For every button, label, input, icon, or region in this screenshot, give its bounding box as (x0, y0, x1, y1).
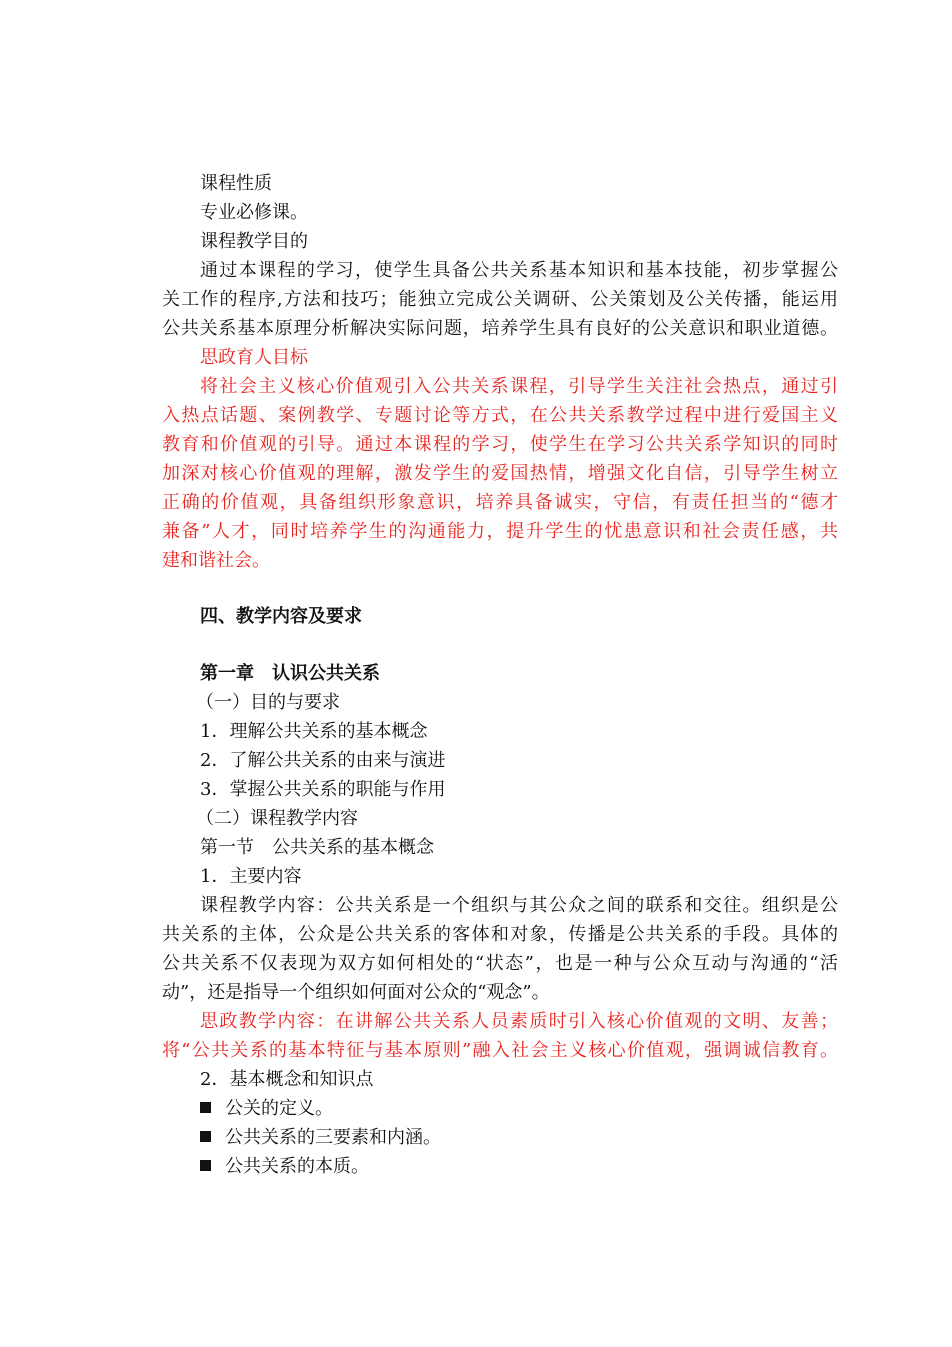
goal-item: 3．掌握公共关系的职能与作用 (200, 779, 446, 800)
ideology-goal-line: 入热点话题、案例教学、专题讨论等方式，在公共关系教学过程中进行爱国主义 (162, 405, 838, 426)
course-objective-line: 公共关系基本原理分析解决实际问题，培养学生具有良好的公关意识和职业道德。 (162, 318, 838, 339)
main-content-line: 共关系的主体，公众是公共关系的客体和对象，传播是公共关系的手段。具体的 (162, 924, 838, 945)
chapter-title: 第一章 认识公共关系 (200, 663, 380, 684)
concept-item (200, 1124, 838, 1152)
ideology-goal-heading: 思政育人目标 (200, 347, 308, 368)
concept-text: 公共关系的本质。 (225, 1156, 369, 1177)
content-heading: （二）课程教学内容 (196, 808, 358, 829)
bullet-square-icon (200, 1160, 211, 1171)
course-nature-value: 专业必修课。 (200, 202, 308, 223)
course-objective-line: 通过本课程的学习，使学生具备公共关系基本知识和基本技能，初步掌握公 (200, 260, 838, 281)
ideology-content-line: 思政教学内容：在讲解公共关系人员素质时引入核心价值观的文明、友善； (200, 1011, 838, 1032)
ideology-goal-line: 兼备”人才，同时培养学生的沟通能力，提升学生的忧患意识和社会责任感，共 (162, 521, 838, 542)
concept-item (200, 1095, 838, 1123)
main-content-line: 课程教学内容：公共关系是一个组织与其公众之间的联系和交往。组织是公 (200, 895, 838, 916)
main-content-line: 公共关系不仅表现为双方如何相处的“状态”，也是一种与公众互动与沟通的“活 (162, 953, 838, 974)
goals-heading: （一）目的与要求 (196, 692, 340, 713)
main-content-line: 动”，还是指导一个组织如何面对公众的“观念”。 (162, 982, 550, 1003)
bullet-square-icon (200, 1102, 211, 1113)
ideology-goal-line: 建和谐社会。 (162, 550, 270, 571)
concept-item (200, 1153, 838, 1181)
concept-text: 公共关系的三要素和内涵。 (225, 1127, 441, 1148)
section-heading: 四、教学内容及要求 (200, 606, 362, 627)
ideology-goal-line: 正确的价值观，具备组织形象意识，培养具备诚实，守信，有责任担当的“德才 (162, 492, 838, 513)
ideology-content-line: 将“公共关系的基本特征与基本原则”融入社会主义核心价值观，强调诚信教育。 (162, 1040, 838, 1061)
ideology-goal-line: 加深对核心价值观的理解，激发学生的爱国热情，增强文化自信，引导学生树立 (162, 463, 838, 484)
course-objective-heading: 课程教学目的 (200, 231, 308, 252)
bullet-square-icon (200, 1131, 211, 1142)
concept-text: 公关的定义。 (225, 1098, 333, 1119)
goal-item: 1．理解公共关系的基本概念 (200, 721, 428, 742)
course-nature-heading: 课程性质 (200, 173, 272, 194)
ideology-goal-line: 将社会主义核心价值观引入公共关系课程，引导学生关注社会热点，通过引 (200, 376, 838, 397)
course-objective-line: 关工作的程序,方法和技巧；能独立完成公关调研、公关策划及公关传播，能运用 (162, 289, 838, 310)
concepts-heading: 2．基本概念和知识点 (200, 1069, 374, 1090)
section-title: 第一节 公共关系的基本概念 (200, 837, 434, 858)
goal-item: 2．了解公共关系的由来与演进 (200, 750, 446, 771)
ideology-goal-line: 教育和价值观的引导。通过本课程的学习，使学生在学习公共关系学知识的同时 (162, 434, 838, 455)
main-content-heading: 1．主要内容 (200, 866, 302, 887)
